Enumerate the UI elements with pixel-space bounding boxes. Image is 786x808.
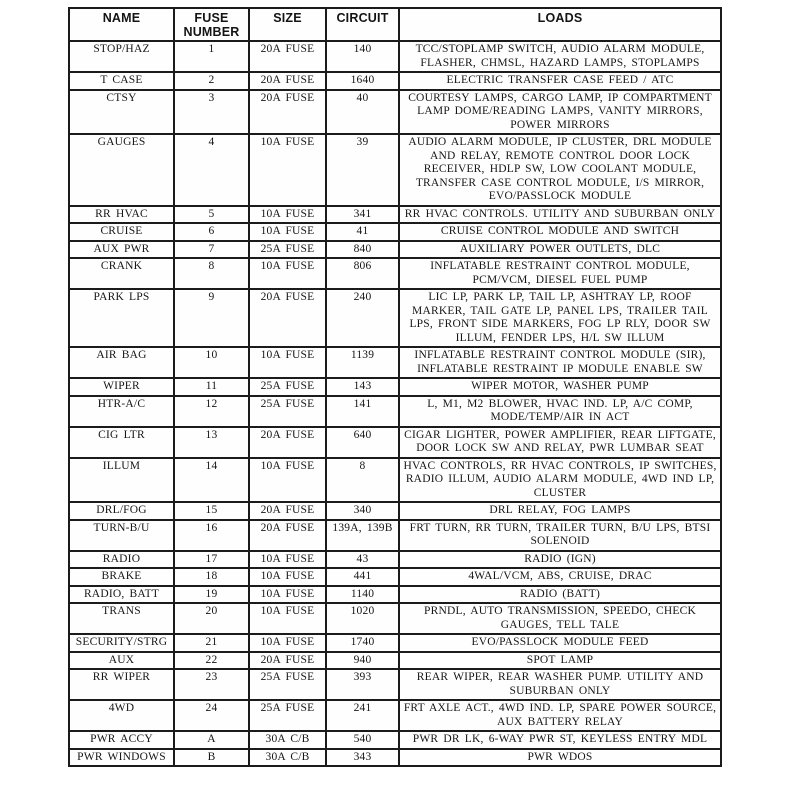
table-row: [69, 72, 721, 90]
table-header: [69, 8, 721, 41]
cell-loads: ELECTRIC TRANSFER CASE FEED / ATC: [399, 72, 721, 90]
cell-circuit: 8: [326, 458, 399, 503]
table-body: [69, 41, 721, 766]
cell-loads: AUXILIARY POWER OUTLETS, DLC: [399, 241, 721, 259]
cell-loads: 4WAL/VCM, ABS, CRUISE, DRAC: [399, 568, 721, 586]
cell-name: TRANS: [69, 603, 174, 634]
cell-fuse: 12: [174, 396, 249, 427]
cell-name: TURN-B/U: [69, 520, 174, 551]
cell-size: 10A FUSE: [249, 551, 326, 569]
cell-name: T CASE: [69, 72, 174, 90]
table-row: [69, 378, 721, 396]
cell-fuse: 22: [174, 652, 249, 670]
cell-fuse: 4: [174, 134, 249, 206]
cell-circuit: 341: [326, 206, 399, 224]
cell-loads: FRT TURN, RR TURN, TRAILER TURN, B/U LPS, BTSI SOLENOID: [399, 520, 721, 551]
cell-fuse: 9: [174, 289, 249, 347]
cell-name: RR HVAC: [69, 206, 174, 224]
cell-name: AUX: [69, 652, 174, 670]
cell-loads: HVAC CONTROLS, RR HVAC CONTROLS, IP SWITCHES, RADIO ILLUM, AUDIO ALARM MODULE, 4WD IND LP, CLUSTER: [399, 458, 721, 503]
cell-loads: RADIO (IGN): [399, 551, 721, 569]
cell-name: CIG LTR: [69, 427, 174, 458]
cell-fuse: A: [174, 731, 249, 749]
cell-circuit: 1139: [326, 347, 399, 378]
cell-fuse: 3: [174, 90, 249, 135]
cell-circuit: 1640: [326, 72, 399, 90]
cell-name: SECURITY/STRG: [69, 634, 174, 652]
cell-fuse: 24: [174, 700, 249, 731]
table-row: [69, 731, 721, 749]
cell-loads: RR HVAC CONTROLS. UTILITY AND SUBURBAN ONLY: [399, 206, 721, 224]
cell-size: 20A FUSE: [249, 90, 326, 135]
table-row: [69, 603, 721, 634]
cell-loads: COURTESY LAMPS, CARGO LAMP, IP COMPARTMENT LAMP DOME/READING LAMPS, VANITY MIRRORS, POWER MIRRORS: [399, 90, 721, 135]
cell-circuit: 1140: [326, 586, 399, 604]
table-row: [69, 427, 721, 458]
cell-size: 20A FUSE: [249, 520, 326, 551]
cell-name: CRUISE: [69, 223, 174, 241]
cell-name: ILLUM: [69, 458, 174, 503]
table-row: [69, 90, 721, 135]
cell-size: 20A FUSE: [249, 652, 326, 670]
cell-fuse: 2: [174, 72, 249, 90]
table-row: [69, 568, 721, 586]
table-row: [69, 223, 721, 241]
cell-name: PWR ACCY: [69, 731, 174, 749]
cell-size: 20A FUSE: [249, 427, 326, 458]
table-row: [69, 289, 721, 347]
cell-fuse: 7: [174, 241, 249, 259]
cell-fuse: 1: [174, 41, 249, 72]
cell-fuse: 20: [174, 603, 249, 634]
cell-size: 20A FUSE: [249, 289, 326, 347]
cell-circuit: 1020: [326, 603, 399, 634]
cell-circuit: 1740: [326, 634, 399, 652]
header-row: [69, 8, 721, 41]
column-header-name: NAME: [69, 8, 174, 41]
cell-size: 25A FUSE: [249, 669, 326, 700]
cell-circuit: 41: [326, 223, 399, 241]
cell-size: 25A FUSE: [249, 241, 326, 259]
cell-loads: FRT AXLE ACT., 4WD IND. LP, SPARE POWER SOURCE, AUX BATTERY RELAY: [399, 700, 721, 731]
cell-loads: INFLATABLE RESTRAINT CONTROL MODULE (SIR), INFLATABLE RESTRAINT IP MODULE ENABLE SW: [399, 347, 721, 378]
cell-name: AUX PWR: [69, 241, 174, 259]
cell-circuit: 343: [326, 749, 399, 767]
cell-size: 10A FUSE: [249, 458, 326, 503]
cell-loads: LIC LP, PARK LP, TAIL LP, ASHTRAY LP, ROOF MARKER, TAIL GATE LP, PANEL LPS, TRAILER TAIL LPS, FRONT SIDE MARKERS, FOG LP RLY, DOOR SW ILLUM, FENDER LPS, H/L SW ILLUM: [399, 289, 721, 347]
table-row: [69, 134, 721, 206]
cell-loads: AUDIO ALARM MODULE, IP CLUSTER, DRL MODULE AND RELAY, REMOTE CONTROL DOOR LOCK RECEIVER, HDLP SW, LOW COOLANT MODULE, TRANSFER CASE CONTROL MODULE, I/S MIRROR, EVO/PASSLOCK MODULE: [399, 134, 721, 206]
table-row: [69, 586, 721, 604]
cell-fuse: 21: [174, 634, 249, 652]
cell-loads: REAR WIPER, REAR WASHER PUMP. UTILITY AND SUBURBAN ONLY: [399, 669, 721, 700]
cell-circuit: 143: [326, 378, 399, 396]
table-row: [69, 749, 721, 767]
cell-size: 25A FUSE: [249, 700, 326, 731]
cell-size: 20A FUSE: [249, 41, 326, 72]
cell-circuit: 141: [326, 396, 399, 427]
cell-fuse: 18: [174, 568, 249, 586]
cell-loads: CRUISE CONTROL MODULE AND SWITCH: [399, 223, 721, 241]
cell-name: RADIO: [69, 551, 174, 569]
cell-size: 10A FUSE: [249, 586, 326, 604]
cell-size: 25A FUSE: [249, 378, 326, 396]
column-header-circuit: CIRCUIT: [326, 8, 399, 41]
table-row: [69, 206, 721, 224]
cell-fuse: 19: [174, 586, 249, 604]
cell-name: GAUGES: [69, 134, 174, 206]
table-row: [69, 396, 721, 427]
cell-fuse: 13: [174, 427, 249, 458]
cell-size: 20A FUSE: [249, 72, 326, 90]
cell-fuse: 6: [174, 223, 249, 241]
cell-size: 10A FUSE: [249, 634, 326, 652]
cell-circuit: 340: [326, 502, 399, 520]
cell-name: PARK LPS: [69, 289, 174, 347]
cell-circuit: 40: [326, 90, 399, 135]
cell-name: HTR-A/C: [69, 396, 174, 427]
cell-size: 10A FUSE: [249, 134, 326, 206]
cell-name: WIPER: [69, 378, 174, 396]
cell-name: RR WIPER: [69, 669, 174, 700]
table-row: [69, 520, 721, 551]
cell-fuse: 11: [174, 378, 249, 396]
table-row: [69, 551, 721, 569]
cell-fuse: 14: [174, 458, 249, 503]
table-row: [69, 458, 721, 503]
cell-loads: CIGAR LIGHTER, POWER AMPLIFIER, REAR LIFTGATE, DOOR LOCK SW AND RELAY, PWR LUMBAR SEAT: [399, 427, 721, 458]
cell-name: 4WD: [69, 700, 174, 731]
cell-fuse: 5: [174, 206, 249, 224]
cell-circuit: 640: [326, 427, 399, 458]
cell-size: 10A FUSE: [249, 223, 326, 241]
cell-name: CRANK: [69, 258, 174, 289]
cell-loads: PWR DR LK, 6-WAY PWR ST, KEYLESS ENTRY MDL: [399, 731, 721, 749]
cell-name: RADIO, BATT: [69, 586, 174, 604]
column-header-loads: LOADS: [399, 8, 721, 41]
cell-circuit: 806: [326, 258, 399, 289]
cell-loads: WIPER MOTOR, WASHER PUMP: [399, 378, 721, 396]
cell-name: BRAKE: [69, 568, 174, 586]
cell-name: CTSY: [69, 90, 174, 135]
cell-fuse: B: [174, 749, 249, 767]
cell-size: 10A FUSE: [249, 258, 326, 289]
cell-loads: EVO/PASSLOCK MODULE FEED: [399, 634, 721, 652]
table-row: [69, 41, 721, 72]
fuse-chart-table: [68, 7, 722, 767]
cell-circuit: 139A, 139B: [326, 520, 399, 551]
cell-fuse: 10: [174, 347, 249, 378]
cell-fuse: 23: [174, 669, 249, 700]
cell-size: 30A C/B: [249, 731, 326, 749]
table-row: [69, 241, 721, 259]
cell-circuit: 840: [326, 241, 399, 259]
cell-size: 30A C/B: [249, 749, 326, 767]
cell-loads: RADIO (BATT): [399, 586, 721, 604]
cell-fuse: 8: [174, 258, 249, 289]
cell-loads: L, M1, M2 BLOWER, HVAC IND. LP, A/C COMP, MODE/TEMP/AIR IN ACT: [399, 396, 721, 427]
cell-name: AIR BAG: [69, 347, 174, 378]
cell-loads: SPOT LAMP: [399, 652, 721, 670]
cell-loads: INFLATABLE RESTRAINT CONTROL MODULE, PCM/VCM, DIESEL FUEL PUMP: [399, 258, 721, 289]
cell-loads: DRL RELAY, FOG LAMPS: [399, 502, 721, 520]
table-row: [69, 258, 721, 289]
cell-loads: TCC/STOPLAMP SWITCH, AUDIO ALARM MODULE, FLASHER, CHMSL, HAZARD LAMPS, STOPLAMPS: [399, 41, 721, 72]
column-header-fuse-number: FUSE NUMBER: [174, 8, 249, 41]
cell-circuit: 39: [326, 134, 399, 206]
cell-name: DRL/FOG: [69, 502, 174, 520]
table-row: [69, 652, 721, 670]
cell-loads: PRNDL, AUTO TRANSMISSION, SPEEDO, CHECK GAUGES, TELL TALE: [399, 603, 721, 634]
table-row: [69, 634, 721, 652]
cell-size: 10A FUSE: [249, 603, 326, 634]
column-header-size: SIZE: [249, 8, 326, 41]
cell-circuit: 240: [326, 289, 399, 347]
cell-fuse: 16: [174, 520, 249, 551]
cell-size: 10A FUSE: [249, 347, 326, 378]
cell-circuit: 441: [326, 568, 399, 586]
cell-loads: PWR WDOS: [399, 749, 721, 767]
cell-circuit: 140: [326, 41, 399, 72]
table-row: [69, 502, 721, 520]
cell-size: 20A FUSE: [249, 502, 326, 520]
cell-size: 25A FUSE: [249, 396, 326, 427]
cell-name: PWR WINDOWS: [69, 749, 174, 767]
cell-fuse: 17: [174, 551, 249, 569]
table-row: [69, 347, 721, 378]
cell-circuit: 393: [326, 669, 399, 700]
cell-circuit: 43: [326, 551, 399, 569]
cell-circuit: 241: [326, 700, 399, 731]
table-row: [69, 700, 721, 731]
cell-circuit: 940: [326, 652, 399, 670]
cell-circuit: 540: [326, 731, 399, 749]
cell-size: 10A FUSE: [249, 206, 326, 224]
cell-name: STOP/HAZ: [69, 41, 174, 72]
cell-fuse: 15: [174, 502, 249, 520]
table-row: [69, 669, 721, 700]
cell-size: 10A FUSE: [249, 568, 326, 586]
